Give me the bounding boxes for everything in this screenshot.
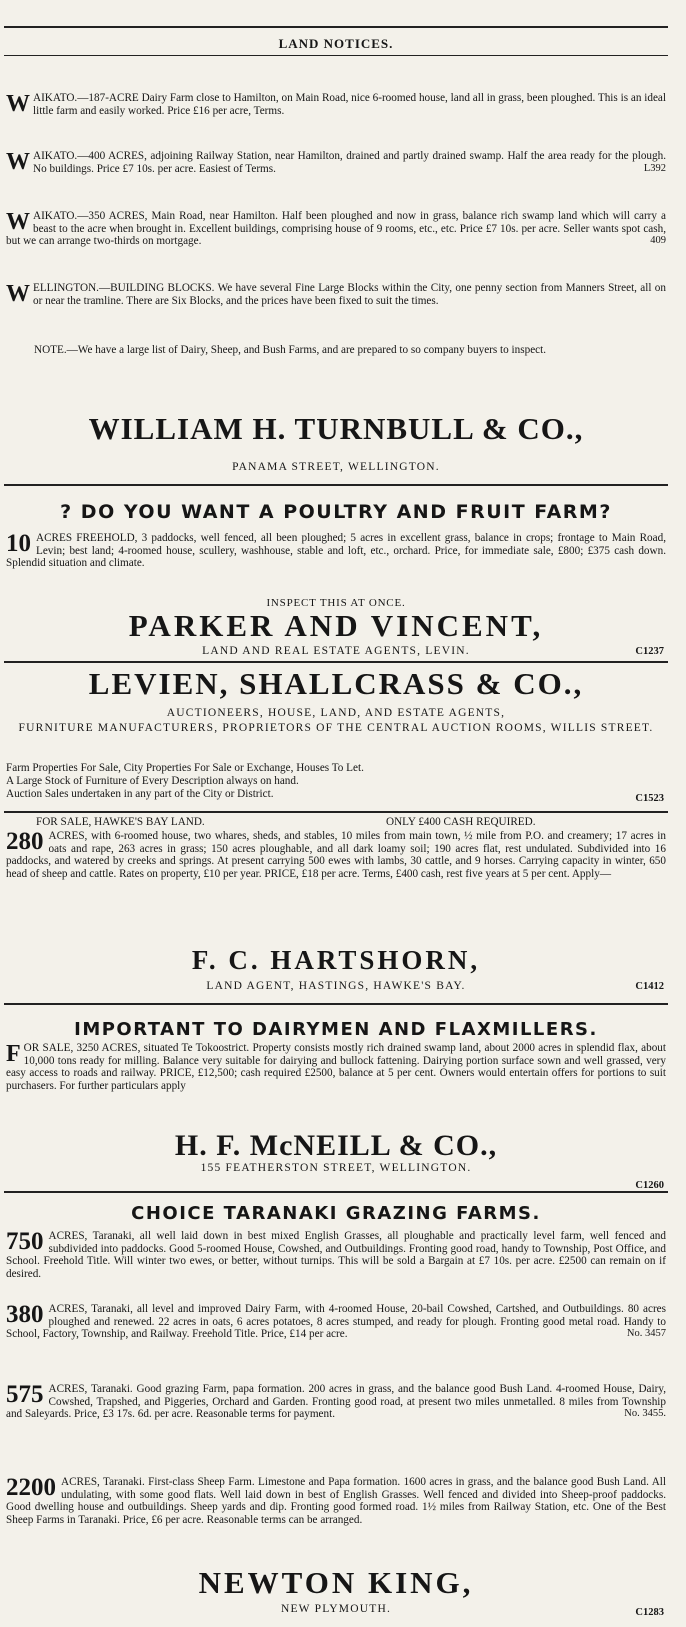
mcneill-sub: 155 FEATHERSTON STREET, WELLINGTON. <box>200 1162 472 1174</box>
hartshorn-sub: LAND AGENT, HASTINGS, HAWKE'S BAY. <box>206 980 466 992</box>
inspect-line: INSPECT THIS AT ONCE. <box>266 597 406 609</box>
section-rule <box>4 1191 668 1193</box>
taranaki-750-listing: 750 ACRES, Taranaki, all well laid down in best mixed English Grasses, all ploughable and practically level farm, well fenced and subdivided into paddocks. Good 5-roomed House, Cowshed, and Outbuildings. Fronting good road, handy to Township, Post Office, and School. Freehold Title. Will winter two ewes, or better, without turnips. This will be sold a Bargain at £7 10s. per acre. £2500 can remain on if desired. <box>6 1228 666 1280</box>
levien-firm-name: LEVIEN, SHALLCRASS & CO., <box>88 666 584 701</box>
section-rule <box>4 811 668 813</box>
waikato-400-notice: WAIKATO.—400 ACRES, adjoining Railway Station, near Hamilton, drained and partly drained swamp. Half the area ready for the plough. No buildings. Price £7 10s. per acre. Easiest of Terms. L392 <box>6 149 666 175</box>
top-rule <box>4 26 668 28</box>
taranaki-heading: CHOICE TARANAKI GRAZING FARMS. <box>131 1203 541 1224</box>
levien-line-4: A Large Stock of Furniture of Every Description always on hand. <box>6 775 299 787</box>
turnbull-address: PANAMA STREET, WELLINGTON. <box>232 461 440 473</box>
parker-vincent-firm: PARKER AND VINCENT, <box>128 608 544 643</box>
waikato-350-notice: WAIKATO.—350 ACRES, Main Road, near Hamilton. Half been ploughed and now in grass, balance rich swamp land which will carry a beast to the acre when brought in. Excellent buildings, comprising house of 9 rooms, etc., etc. Price £7 10s. per acre. Seller wants spot cash, but we can arrange two-thirds on mortgage. 409 <box>6 209 666 247</box>
newton-king-firm: NEWTON KING, <box>198 1565 474 1600</box>
taranaki-ref: C1283 <box>635 1607 664 1618</box>
hawkes-bay-intro: FOR SALE, HAWKE'S BAY LAND. ONLY £400 CASH REQUIRED. <box>36 816 536 828</box>
levien-line-1: AUCTIONEERS, HOUSE, LAND, AND ESTATE AGENTS, <box>166 707 506 719</box>
taranaki-380-listing: 380 ACRES, Taranaki, all level and improved Dairy Farm, with 4-roomed House, 20-bail Cowshed, Cartshed, and Outbuildings. 80 acres ploughed and renewed. 22 acres in oats, 6 acres potatoes, 8 acres stumped, and ready for plough. Fronting good metal road. Handy to School, Factory, Township, and Railway. Freehold Title. Price, £14 per acre. No. 3457 <box>6 1301 666 1340</box>
levien-ref: C1523 <box>635 793 664 804</box>
dairymen-ref: C1260 <box>635 1180 664 1191</box>
poultry-paragraph: 10 ACRES FREEHOLD, 3 paddocks, well fenced, all been ploughed; 5 acres in excellent grass, balance in crops; frontage to Main Road, Levin; best land; 4-roomed house, scullery, washhouse, stable and loft, etc., orchard. Price, for immediate sale, £800; £375 cash down. Splendid situation and climate. <box>6 530 666 569</box>
heading-rule <box>4 55 668 56</box>
hartshorn-firm: F. C. HARTSHORN, <box>191 945 481 975</box>
section-rule <box>4 1003 668 1005</box>
poultry-ref: C1237 <box>635 646 664 657</box>
note-paragraph: NOTE.—We have a large list of Dairy, Sheep, and Bush Farms, and are prepared to so company buyers to inspect. <box>34 344 547 356</box>
taranaki-2200-listing: 2200 ACRES, Taranaki. First-class Sheep Farm. Limestone and Papa formation. 1600 acres in grass, and the balance good Bush Land. All undulating, with some good flats. Well laid down in best of English Grasses. Well fenced and divided into Sheep-proof paddocks. Good dwelling house and outbuildings. Sheep yards and dip. Fronting good formed road. 1½ miles from Railway Station, etc. One of the Best Sheep Farms in Taranaki. Price, £6 per acre. Reasonable terms can be arranged. <box>6 1474 666 1526</box>
poultry-heading: ? DO YOU WANT A POULTRY AND FRUIT FARM? <box>60 501 612 523</box>
newton-king-sub: NEW PLYMOUTH. <box>280 1603 392 1615</box>
dairymen-heading: IMPORTANT TO DAIRYMEN AND FLAXMILLERS. <box>74 1019 598 1040</box>
turnbull-firm-name: WILLIAM H. TURNBULL & CO., <box>88 411 584 446</box>
taranaki-575-listing: 575 ACRES, Taranaki. Good grazing Farm, papa formation. 200 acres in grass, and the balance good Bush Land. 4-roomed House, Dairy, Cowshed, Trapshed, and Piggeries, Orchard and Garden. Fronting good road, at present two miles unmetalled. 8 miles from Township and Saleyards. Price, £3 17s. 6d. per acre. Reasonable terms for payment. No. 3455. <box>6 1381 666 1420</box>
parker-vincent-sub: LAND AND REAL ESTATE AGENTS, LEVIN. <box>202 645 470 657</box>
levien-line-2: FURNITURE MANUFACTURERS, PROPRIETORS OF THE CENTRAL AUCTION ROOMS, WILLIS STREET. <box>18 722 654 734</box>
section-rule <box>4 661 668 663</box>
levien-line-5: Auction Sales undertaken in any part of the City or District. <box>6 788 274 800</box>
hawkes-bay-ref: C1412 <box>635 981 664 992</box>
levien-line-3: Farm Properties For Sale, City Properties For Sale or Exchange, Houses To Let. <box>6 762 364 774</box>
land-notices-heading: LAND NOTICES. <box>278 36 394 51</box>
hawkes-bay-paragraph: 280 ACRES, with 6-roomed house, two whares, sheds, and stables, 10 miles from main town, ½ mile from P.O. and creamery; 17 acres in oats and rape, 263 acres in grass; 150 acres ploughable, and all dark loamy soil; 190 acres flat, rest undulated. Subdivided into 16 paddocks, and watered by creeks and springs. At present carrying 500 ewes with lambs, 30 cattle, and 9 horses. Carrying capacity in winter, 650 head of sheep and cattle. Rates on property, £10 per year. PRICE, £18 per acre. Terms, £400 cash, rest five years at 5 per cent. Apply— <box>6 828 666 880</box>
section-rule <box>4 484 668 486</box>
mcneill-firm: H. F. McNEILL & CO., <box>174 1129 498 1162</box>
waikato-187-notice: WAIKATO.—187-ACRE Dairy Farm close to Hamilton, on Main Road, nice 6-roomed house, land all in grass, been ploughed. This is an ideal little farm and easily worked. Price £16 per acre, Terms. <box>6 91 666 117</box>
dairymen-paragraph: FOR SALE, 3250 ACRES, situated Te Tokoostrict. Property consists mostly rich drained swamp land, about 2000 acres in splendid flax, about 10,000 tons ready for milling. Balance very suitable for dairying and bullock fattening. Dairying portion surface sown and well grassed, very easy access to roads and railway. PRICE, £12,500; cash required £2500, balance at 5 per cent. Owners would entertain offers for portions to suit purchasers. For further particulars apply <box>6 1041 666 1092</box>
wellington-blocks-notice: WELLINGTON.—BUILDING BLOCKS. We have several Fine Large Blocks within the City, one penny section from Manners Street, all on or near the tramline. There are Six Blocks, and the prices have been fixed to suit the times. <box>6 281 666 307</box>
